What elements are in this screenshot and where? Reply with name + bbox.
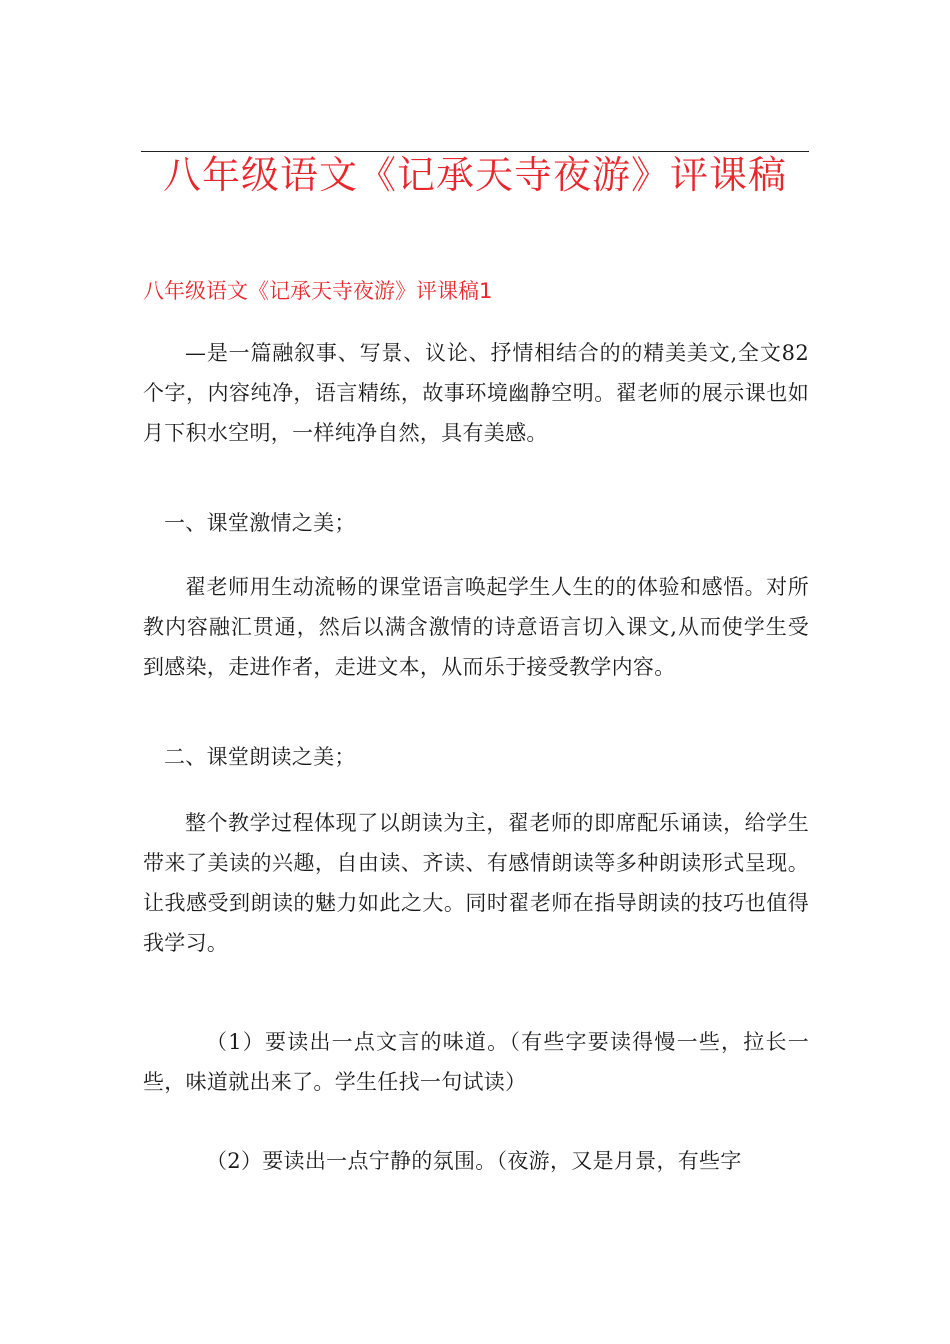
paragraph-reading: 整个教学过程体现了以朗读为主，翟老师的即席配乐诵读，给学生带来了美读的兴趣，自由读、齐读、有感情朗读等多种朗读形式呈现。让我感受到朗读的魅力如此之大。同时翟老师在指导朗读的技巧也值得我学习。 — [143, 811, 809, 955]
list-item-classical-flavor: （1）要读出一点文言的味道。（有些字要读得慢一些，拉长一些，味道就出来了。学生任找一句试读） — [143, 1030, 809, 1094]
document-title: 八年级语文《记承天寺夜游》评课稿 — [162, 153, 787, 197]
section-heading: 八年级语文《记承天寺夜游》评课稿1 — [143, 279, 493, 303]
paragraph-intro: —是一篇融叙事、写景、议论、抒情相结合的的精美美文,全文82个字，内容纯净，语言精练，故事环境幽静空明。翟老师的展示课也如月下积水空明，一样纯净自然，具有美感。 — [143, 341, 809, 445]
subheading-reading: 二、课堂朗读之美； — [164, 745, 356, 769]
paragraph-passion: 翟老师用生动流畅的课堂语言唤起学生人生的的体验和感悟。对所教内容融汇贯通，然后以满含激情的诗意语言切入课文,从而使学生受到感染，走进作者，走进文本，从而乐于接受教学内容。 — [143, 575, 809, 679]
list-item-tranquil-atmosphere: （2）要读出一点宁静的氛围。（夜游，又是月景，有些字 — [206, 1149, 742, 1173]
subheading-passion: 一、课堂激情之美； — [164, 511, 356, 535]
